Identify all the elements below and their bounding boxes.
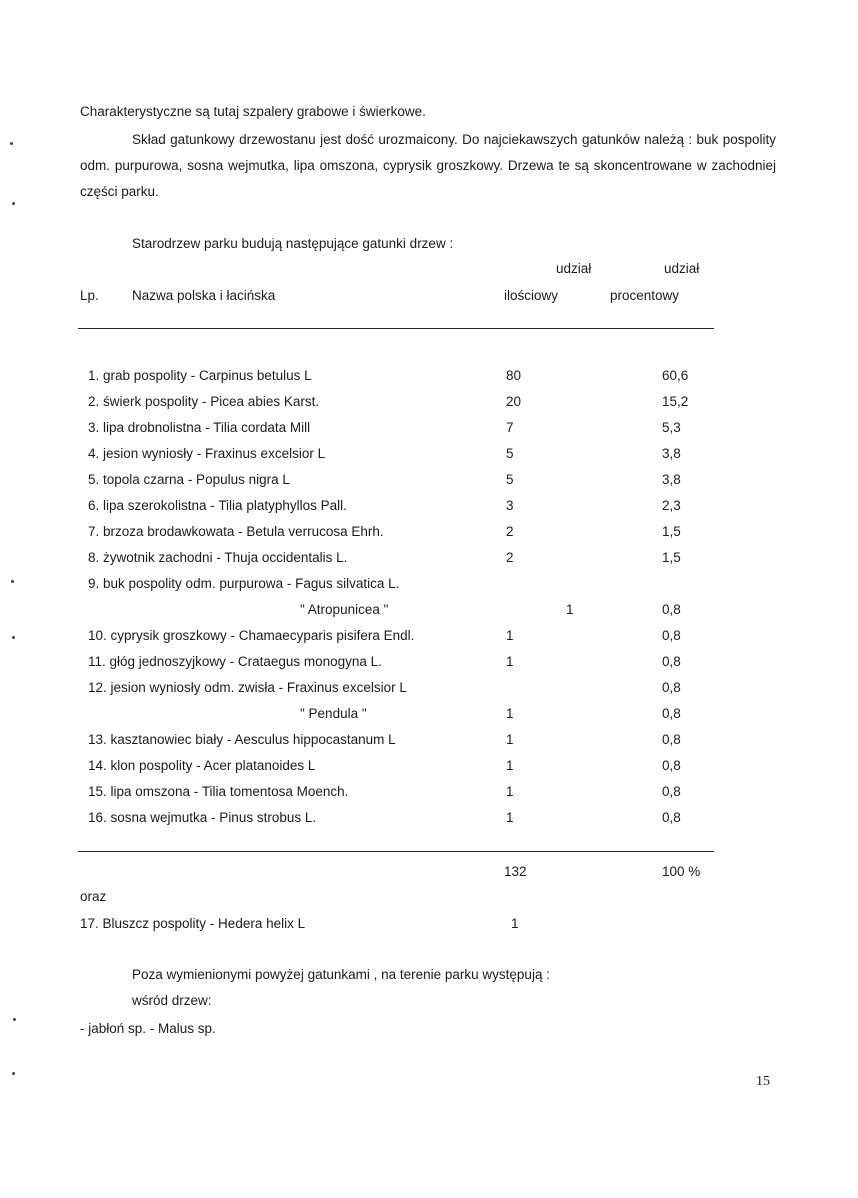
total-qty: 132 — [504, 864, 527, 879]
table-row-qty: 1 — [506, 628, 514, 643]
scan-speck — [13, 1018, 16, 1021]
table-header-rule — [78, 328, 714, 329]
table-row-name: 7. brzoza brodawkowata - Betula verrucosa Ehrh. — [88, 524, 384, 539]
table-row-name: 14. klon pospolity - Acer platanoides L — [88, 758, 316, 773]
table-row-pct: 0,8 — [662, 732, 681, 747]
intro-paragraph — [80, 127, 776, 205]
table-row-name: 8. żywotnik zachodni - Thuja occidentalis L. — [88, 550, 348, 565]
intro-paragraph-text: Skład gatunkowy drzewostanu jest dość urozmaicony. Do najciekawszych gatunków należą : buk pospolity odm. purpurowa, sosna wejmutka, lipa omszona, cyprysik groszkowy. Drzewa te są skoncentrowane w zachodniej części parku. — [80, 132, 776, 199]
table-row-qty: 5 — [506, 446, 514, 461]
page-number: 15 — [756, 1074, 770, 1089]
table-row-name: 2. świerk pospolity - Picea abies Karst. — [88, 394, 320, 409]
header-pct-top: udział — [664, 261, 700, 276]
table-row-pct: 0,8 — [662, 706, 681, 721]
table-row-name: 4. jesion wyniosły - Fraxinus excelsior L — [88, 446, 326, 461]
table-row-qty: 5 — [506, 472, 514, 487]
table-row-name: 16. sosna wejmutka - Pinus strobus L. — [88, 810, 317, 825]
header-pct-bottom: procentowy — [610, 288, 680, 303]
table-row-pct: 60,6 — [662, 368, 689, 383]
table-row-qty: 3 — [506, 498, 514, 513]
row17-name: 17. Bluszcz pospolity - Hedera helix L — [80, 916, 306, 931]
scan-speck — [12, 202, 15, 205]
scan-speck — [12, 636, 15, 639]
table-row-qty: 80 — [506, 368, 522, 383]
scan-speck — [12, 1072, 15, 1075]
outro-line: Poza wymienionymi powyżej gatunkami , na terenie parku występują : — [132, 967, 550, 982]
table-row-qty: 1 — [506, 784, 514, 799]
table-row-name: 9. buk pospolity odm. purpurowa - Fagus silvatica L. — [88, 576, 400, 591]
table-row-pct: 0,8 — [662, 810, 681, 825]
table-row-qty: 1 — [506, 706, 514, 721]
table-row-qty: 2 — [506, 550, 514, 565]
table-row-name: 11. głóg jednoszyjkowy - Crataegus monogyna L. — [88, 654, 382, 669]
intro-table-caption: Starodrzew parku budują następujące gatunki drzew : — [132, 236, 454, 251]
scan-speck — [10, 142, 13, 145]
header-qty-top: udział — [556, 261, 592, 276]
row17-qty: 1 — [511, 916, 519, 931]
table-row-qty: 1 — [506, 758, 514, 773]
table-row-pct: 1,5 — [662, 550, 681, 565]
header-lp: Lp. — [80, 288, 99, 303]
table-row-pct: 2,3 — [662, 498, 681, 513]
intro-line: Charakterystyczne są tutaj szpalery grabowe i świerkowe. — [80, 104, 426, 119]
table-row-name: 12. jesion wyniosły odm. zwisła - Fraxinus excelsior L — [88, 680, 407, 695]
outro-line: wśród drzew: — [132, 993, 212, 1008]
outro-line: - jabłoń sp. - Malus sp. — [80, 1021, 216, 1036]
table-row-name: 1. grab pospolity - Carpinus betulus L — [88, 368, 312, 383]
table-row-name: 5. topola czarna - Populus nigra L — [88, 472, 290, 487]
table-row-qty: 1 — [506, 732, 514, 747]
table-row-pct: 0,8 — [662, 628, 681, 643]
table-row-qty: 1 — [506, 810, 514, 825]
table-row-qty: 1 — [506, 654, 514, 669]
table-row-name: 15. lipa omszona - Tilia tomentosa Moench. — [88, 784, 349, 799]
table-row-qty: 1 — [566, 602, 574, 617]
total-pct: 100 % — [662, 864, 701, 879]
header-qty-bottom: ilościowy — [504, 288, 559, 303]
table-row-qty: 2 — [506, 524, 514, 539]
table-row-name: 6. lipa szerokolistna - Tilia platyphyllos Pall. — [88, 498, 347, 513]
table-row-variety: " Pendula " — [300, 706, 367, 721]
table-row-name: 3. lipa drobnolistna - Tilia cordata Mill — [88, 420, 311, 435]
table-row-pct: 1,5 — [662, 524, 681, 539]
table-row-pct: 5,3 — [662, 420, 681, 435]
table-row-pct: 0,8 — [662, 784, 681, 799]
table-row-pct: 3,8 — [662, 472, 681, 487]
table-row-pct: 15,2 — [662, 394, 689, 409]
table-row-name: 10. cyprysik groszkowy - Chamaecyparis pisifera Endl. — [88, 628, 415, 643]
table-row-qty: 20 — [506, 394, 522, 409]
table-row-pct: 0,8 — [662, 654, 681, 669]
table-row-variety: " Atropunicea " — [300, 602, 389, 617]
table-row-pct: 3,8 — [662, 446, 681, 461]
table-row-qty: 7 — [506, 420, 514, 435]
table-row-pct: 0,8 — [662, 602, 681, 617]
oraz-label: oraz — [80, 889, 107, 904]
table-row-pct: 0,8 — [662, 758, 681, 773]
table-row-pct: 0,8 — [662, 680, 681, 695]
header-name: Nazwa polska i łacińska — [132, 288, 276, 303]
table-total-rule — [78, 851, 714, 852]
scan-speck — [11, 580, 14, 583]
table-row-name: 13. kasztanowiec biały - Aesculus hippocastanum L — [88, 732, 396, 747]
